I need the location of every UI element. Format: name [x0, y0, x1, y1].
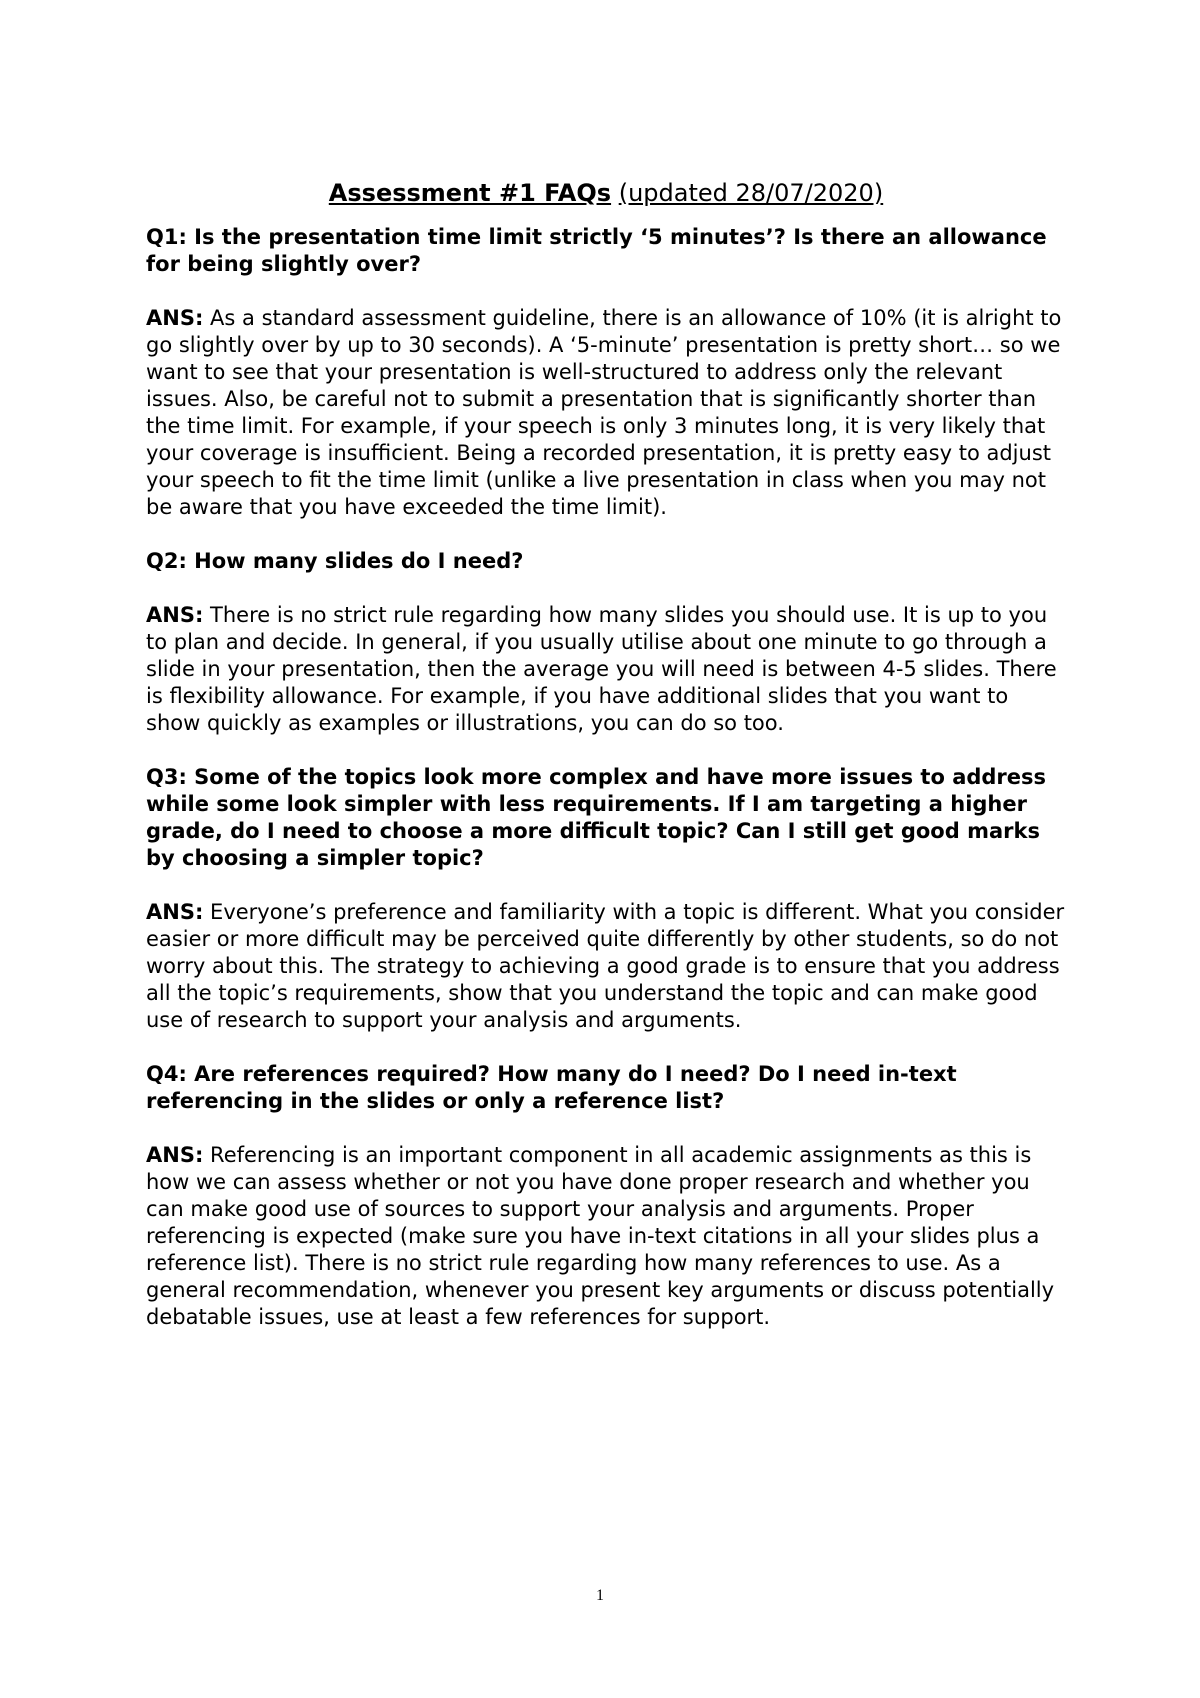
- faq-question: Q1: Is the presentation time limit strictly ‘5 minutes’? Is there an allowance for being slightly over?: [146, 225, 1047, 276]
- ans-label: ANS:: [146, 306, 204, 330]
- faq-answer-text: Everyone’s preference and familiarity with a topic is different. What you consider easier or more difficult may be perceived quite differently by other students, so do not worry about this. The strategy to achieving a good grade is to ensure that you address all the topic’s requirements, show that you understand the topic and can make good use of research to support your analysis and arguments.: [146, 900, 1065, 1032]
- faq-item-2: [146, 548, 1066, 737]
- faq-answer-text: There is no strict rule regarding how many slides you should use. It is up to you to plan and decide. In general, if you usually utilise about one minute to go through a slide in your presentation, then the average you will need is between 4-5 slides. There is flexibility allowance. For example, if you have additional slides that you want to show quickly as examples or illustrations, you can do so too.: [146, 603, 1057, 735]
- faq-question: Q3: Some of the topics look more complex and have more issues to address while some look simpler with less requirements. If I am targeting a higher grade, do I need to choose a more difficult topic? Can I still get good marks by choosing a simpler topic?: [146, 765, 1047, 870]
- faq-answer: [146, 305, 1066, 521]
- faq-answer: [146, 602, 1066, 737]
- title-main: Assessment #1 FAQs: [328, 179, 612, 207]
- faq-answer: [146, 1142, 1066, 1331]
- faq-answer-text: As a standard assessment guideline, there is an allowance of 10% (it is alright to go slightly over by up to 30 seconds). A ‘5-minute’ presentation is pretty short… so we want to see that your presentation is well-structured to address only the relevant issues. Also, be careful not to submit a presentation that is significantly shorter than the time limit. For example, if your speech is only 3 minutes long, it is very likely that your coverage is insufficient. Being a recorded presentation, it is pretty easy to adjust your speech to fit the time limit (unlike a live presentation in class when you may not be aware that you have exceeded the time limit).: [146, 306, 1062, 519]
- faq-question: Q2: How many slides do I need?: [146, 549, 524, 573]
- page-number: 1: [596, 1587, 604, 1604]
- ans-label: ANS:: [146, 1143, 204, 1167]
- document-content: [146, 176, 1066, 1358]
- faq-question: Q4: Are references required? How many do I need? Do I need in-text referencing in the slides or only a reference list?: [146, 1062, 957, 1113]
- faq-answer: [146, 899, 1066, 1034]
- title-updated-date: (updated 28/07/2020): [618, 179, 884, 207]
- faq-answer-text: Referencing is an important component in all academic assignments as this is how we can assess whether or not you have done proper research and whether you can make good use of sources to support your analysis and arguments. Proper referencing is expected (make sure you have in-text citations in all your slides plus a reference list). There is no strict rule regarding how many references to use. As a general recommendation, whenever you present key arguments or discuss potentially debatable issues, use at least a few references for support.: [146, 1143, 1055, 1329]
- document-title: [146, 176, 1066, 210]
- faq-item-3: [146, 764, 1066, 1034]
- faq-item-1: [146, 224, 1066, 521]
- ans-label: ANS:: [146, 603, 204, 627]
- ans-label: ANS:: [146, 900, 204, 924]
- faq-item-4: [146, 1061, 1066, 1331]
